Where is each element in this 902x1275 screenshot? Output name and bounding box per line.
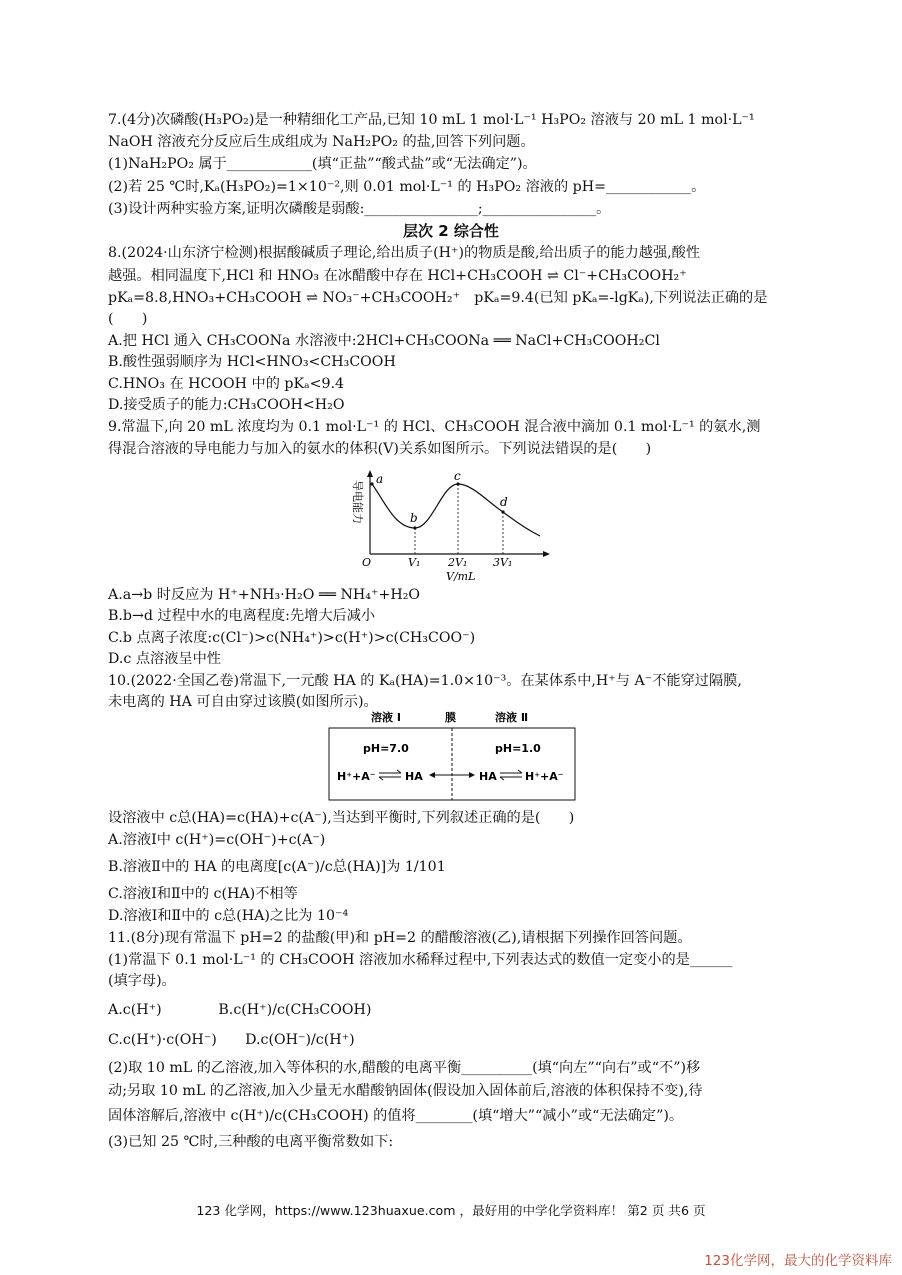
q10-line-2: 未电离的 HA 可自由穿过该膜(如图所示)。 bbox=[108, 694, 378, 710]
right-products: H⁺+A⁻ bbox=[525, 770, 564, 783]
cross-arrow-right-head bbox=[469, 772, 475, 778]
membrane-diagram bbox=[327, 706, 577, 804]
cross-arrow-left-head bbox=[429, 772, 435, 778]
q8-line-2: 越强。相同温度下,HCl 和 HNO₃ 在冰醋酸中存在 HCl+CH₃COOH ⇌ Cl⁻+CH₃COOH₂⁺ bbox=[108, 268, 687, 284]
left-reactants: H⁺+A⁻ bbox=[337, 770, 376, 783]
right-ph: pH=1.0 bbox=[495, 742, 541, 755]
point-b-label: b bbox=[410, 511, 418, 525]
q11-line-1: 11.(8分)现有常温下 pH=2 的盐酸(甲)和 pH=2 的醋酸溶液(乙),请根据下列操作回答问题。 bbox=[108, 930, 692, 946]
q7-part-1: (1)NaH₂PO₂ 属于____________(填“正盐”“酸式盐”或“无法确定”)。 bbox=[108, 156, 537, 172]
q11-part-2-line-3: 固体溶解后,溶液中 c(H⁺)/c(CH₃COOH) 的值将________(填“增大”“减小”或“无法确定”)。 bbox=[108, 1108, 684, 1124]
q7-line-2: NaOH 溶液充分反应后生成组成为 NaH₂PO₂ 的盐,回答下列问题。 bbox=[108, 134, 535, 150]
xtick-v1: V₁ bbox=[408, 556, 421, 569]
q7-part-2: (2)若 25 ℃时,Kₐ(H₃PO₂)=1×10⁻²,则 0.01 mol·L⁻¹ 的 H₃PO₂ 溶液的 pH=____________。 bbox=[108, 179, 706, 195]
q10-option-c: C.溶液Ⅰ和Ⅱ中的 c(HA)不相等 bbox=[108, 886, 298, 902]
q8-option-d: D.接受质子的能力:CH₃COOH<H₂O bbox=[108, 397, 345, 413]
point-b-dot bbox=[413, 526, 416, 529]
q10-option-b: B.溶液Ⅱ中的 HA 的电离度[c(A⁻)/c总(HA)]为 1/101 bbox=[108, 859, 446, 875]
q10-line-1: 10.(2022·全国乙卷)常温下,一元酸 HA 的 Kₐ(HA)=1.0×10⁻³。在某体系中,H⁺与 A⁻不能穿过隔膜, bbox=[108, 673, 742, 689]
q8-option-c: C.HNO₃ 在 HCOOH 中的 pKₐ<9.4 bbox=[108, 376, 345, 392]
q10-option-d: D.溶液Ⅰ和Ⅱ中的 c总(HA)之比为 10⁻⁴ bbox=[108, 908, 349, 924]
point-a-label: a bbox=[376, 472, 384, 486]
q10-line-3: 设溶液中 c总(HA)=c(HA)+c(A⁻),当达到平衡时,下列叙述正确的是( ) bbox=[108, 810, 575, 826]
q11-part-3: (3)已知 25 ℃时,三种酸的电离平衡常数如下: bbox=[108, 1134, 394, 1150]
q11-options-ab: A.c(H⁺) B.c(H⁺)/c(CH₃COOH) bbox=[108, 1002, 372, 1018]
q10-option-a: A.溶液Ⅰ中 c(H⁺)=c(OH⁻)+c(A⁻) bbox=[108, 832, 326, 848]
conductivity-figure bbox=[340, 470, 550, 585]
q11-part-1-line-1: (1)常温下 0.1 mol·L⁻¹ 的 CH₃COOH 溶液加水稀释过程中,下列表达式的数值一定变小的是______ bbox=[108, 952, 733, 968]
q11-options-cd: C.c(H⁺)·c(OH⁻) D.c(OH⁻)/c(H⁺) bbox=[108, 1032, 355, 1048]
left-product: HA bbox=[405, 770, 423, 783]
origin-label: O bbox=[362, 556, 372, 569]
label-solution-2: 溶液 Ⅱ bbox=[495, 711, 529, 724]
q7-line-1: 7.(4分)次磷酸(H₃PO₂)是一种精细化工产品,已知 10 mL 1 mol·L⁻¹ H₃PO₂ 溶液与 20 mL 1 mol·L⁻¹ bbox=[108, 112, 755, 128]
right-reactant: HA bbox=[479, 770, 497, 783]
y-axis-label: 导电能力 bbox=[351, 480, 364, 524]
section-heading: 层次 2 综合性 bbox=[403, 222, 499, 240]
q11-part-1-line-2: (填字母)。 bbox=[108, 973, 176, 989]
q9-line-2: 得混合溶液的导电能力与加入的氨水的体积(V)关系如图所示。下列说法错误的是( ) bbox=[108, 441, 652, 457]
point-d-dot bbox=[501, 510, 504, 513]
label-membrane: 膜 bbox=[445, 711, 456, 724]
page-footer: 123 化学网，https://www.123huaxue.com ，最好用的中学化学资料库！ 第2 页 共6 页 bbox=[196, 1203, 706, 1218]
xtick-3v1: 3V₁ bbox=[493, 556, 513, 569]
x-axis-arrow bbox=[543, 551, 550, 557]
q8-option-b: B.酸性强弱顺序为 HCl<HNO₃<CH₃COOH bbox=[108, 354, 396, 370]
q8-line-1: 8.(2024·山东济宁检测)根据酸碱质子理论,给出质子(H⁺)的物质是酸,给出质子的能力越强,酸性 bbox=[108, 245, 701, 261]
q11-part-2-line-1: (2)取 10 mL 的乙溶液,加入等体积的水,醋酸的电离平衡__________(填“向左”“向右”或“不”)移 bbox=[108, 1060, 701, 1076]
x-axis-label: V/mL bbox=[446, 570, 476, 583]
label-solution-1: 溶液 Ⅰ bbox=[371, 711, 401, 724]
xtick-2v1: 2V₁ bbox=[448, 556, 468, 569]
q9-option-d: D.c 点溶液呈中性 bbox=[108, 651, 221, 667]
conductivity-curve bbox=[372, 484, 540, 536]
q11-part-2-line-2: 动;另取 10 mL 的乙溶液,加入少量无水醋酸钠固体(假设加入固体前后,溶液的体积保持不变),待 bbox=[108, 1083, 703, 1099]
q9-line-1: 9.常温下,向 20 mL 浓度均为 0.1 mol·L⁻¹ 的 HCl、CH₃COOH 混合液中滴加 0.1 mol·L⁻¹ 的氨水,测 bbox=[108, 419, 761, 435]
q9-option-b: B.b→d 过程中水的电离程度:先增大后减小 bbox=[108, 608, 376, 624]
q8-option-a: A.把 HCl 通入 CH₃COONa 水溶液中:2HCl+CH₃COONa ══ NaCl+CH₃COOH₂Cl bbox=[108, 333, 660, 349]
left-ph: pH=7.0 bbox=[363, 742, 409, 755]
q8-line-3: pKₐ=8.8,HNO₃+CH₃COOH ⇌ NO₃⁻+CH₃COOH₂⁺ pKₐ=9.4(已知 pKₐ=-lgKₐ),下列说法正确的是 bbox=[108, 290, 768, 306]
q9-option-c: C.b 点离子浓度:c(Cl⁻)>c(NH₄⁺)>c(H⁺)>c(CH₃COO⁻) bbox=[108, 630, 476, 646]
point-d-label: d bbox=[500, 495, 508, 509]
site-watermark: 123化学网，最大的化学资料库 bbox=[704, 1253, 892, 1269]
point-a-dot bbox=[370, 482, 373, 485]
q8-line-4: ( ) bbox=[108, 311, 148, 327]
q7-part-3: (3)设计两种实验方案,证明次磷酸是弱酸:________________;________________。 bbox=[108, 201, 611, 217]
point-c-label: c bbox=[454, 470, 461, 483]
q9-option-a: A.a→b 时反应为 H⁺+NH₃·H₂O ══ NH₄⁺+H₂O bbox=[108, 587, 421, 603]
y-axis-arrow bbox=[367, 470, 373, 477]
